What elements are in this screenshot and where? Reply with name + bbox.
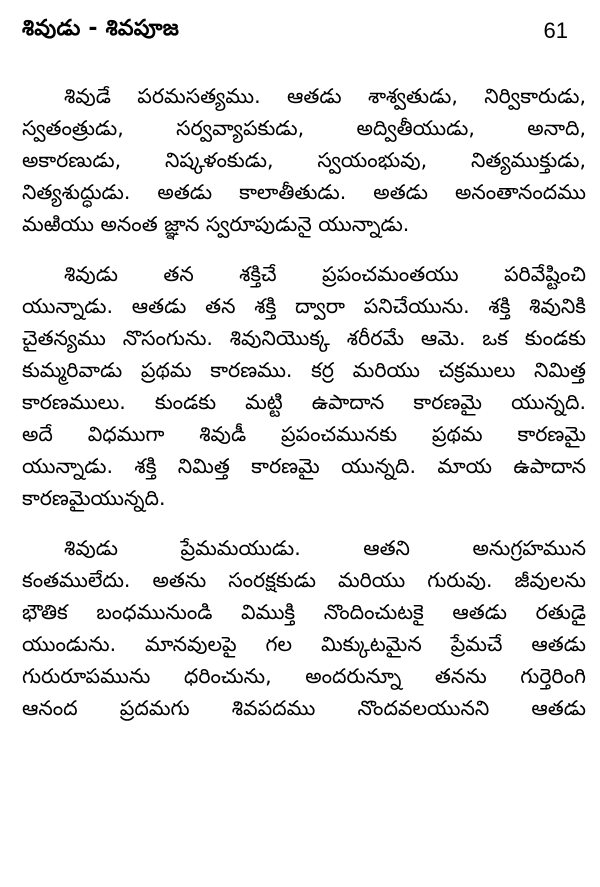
text-line: నిత్యశుద్ధుడు. అతడు కాలాతీతుడు. అతడు అనంతానందము xyxy=(22,180,586,204)
text-line: కుమ్మరివాడు ప్రథమ కారణము. కర్ర మరియు చక్రములు నిమిత్త xyxy=(22,358,586,382)
page-header xyxy=(22,14,586,52)
text-line: యున్నాడు. ఆతడు తన శక్తి ద్వారా పనిచేయును. శక్తి శివునికి xyxy=(22,294,586,318)
text-line: అదే విధముగా శివుడీ ప్రపంచమునకు ప్రథమ కారణమై xyxy=(22,422,586,446)
text-line: కారణమైయున్నది. xyxy=(22,486,166,510)
text-line: యున్నాడు. శక్తి నిమిత్త కారణమై యున్నది. మాయ ఉపాదాన xyxy=(22,454,586,478)
text-line: కంతములేదు. అతను సంరక్షకుడు మరియు గురువు. జీవులను xyxy=(22,568,586,592)
text-line: భౌతిక బంధమునుండి విముక్తి నొందించుటకై ఆతడు రతుడై xyxy=(22,600,586,624)
text-line: ఆనంద ప్రదమగు శివపదము నొందవలయునని ఆతడు xyxy=(22,696,586,720)
page-number: 61 xyxy=(543,18,568,43)
text-line: స్వతంత్రుడు, సర్వవ్యాపకుడు, అద్వితీయుడు, అనాది, xyxy=(22,116,586,140)
text-line: కారణములు. కుండకు మట్టి ఉపాదాన కారణమై యున్నది. xyxy=(22,390,586,414)
text-line: శివుడు ప్రేమమయుడు. ఆతని అనుగ్రహమున xyxy=(64,536,586,560)
text-line: శివుడు తన శక్తిచే ప్రపంచమంతయు పరివేష్టించి xyxy=(64,262,586,286)
running-title: శివుడు - శివపూజ xyxy=(22,16,180,41)
text-line: గురురూపమును ధరించును, అందరున్నూ తనను గుర్తెరింగి xyxy=(22,664,586,688)
text-line: యుండును. మానవులపై గల మిక్కుటమైన ప్రేమచే ఆతడు xyxy=(22,632,586,656)
text-line: మఱియు అనంత జ్ఞాన స్వరూపుడునై యున్నాడు. xyxy=(22,212,410,236)
paragraph-1 xyxy=(22,80,586,240)
text-line: శివుడే పరమసత్యము. ఆతడు శాశ్వతుడు, నిర్వికారుడు, xyxy=(64,84,586,108)
paragraph-3 xyxy=(22,532,586,724)
text-line: అకారణుడు, నిష్కళంకుడు, స్వయంభువు, నిత్యముక్తుడు, xyxy=(22,148,586,172)
paragraph-2 xyxy=(22,258,586,514)
text-line: చైతన్యము నొసంగును. శివునియొక్క శరీరమే ఆమె. ఒక కుండకు xyxy=(22,326,586,350)
